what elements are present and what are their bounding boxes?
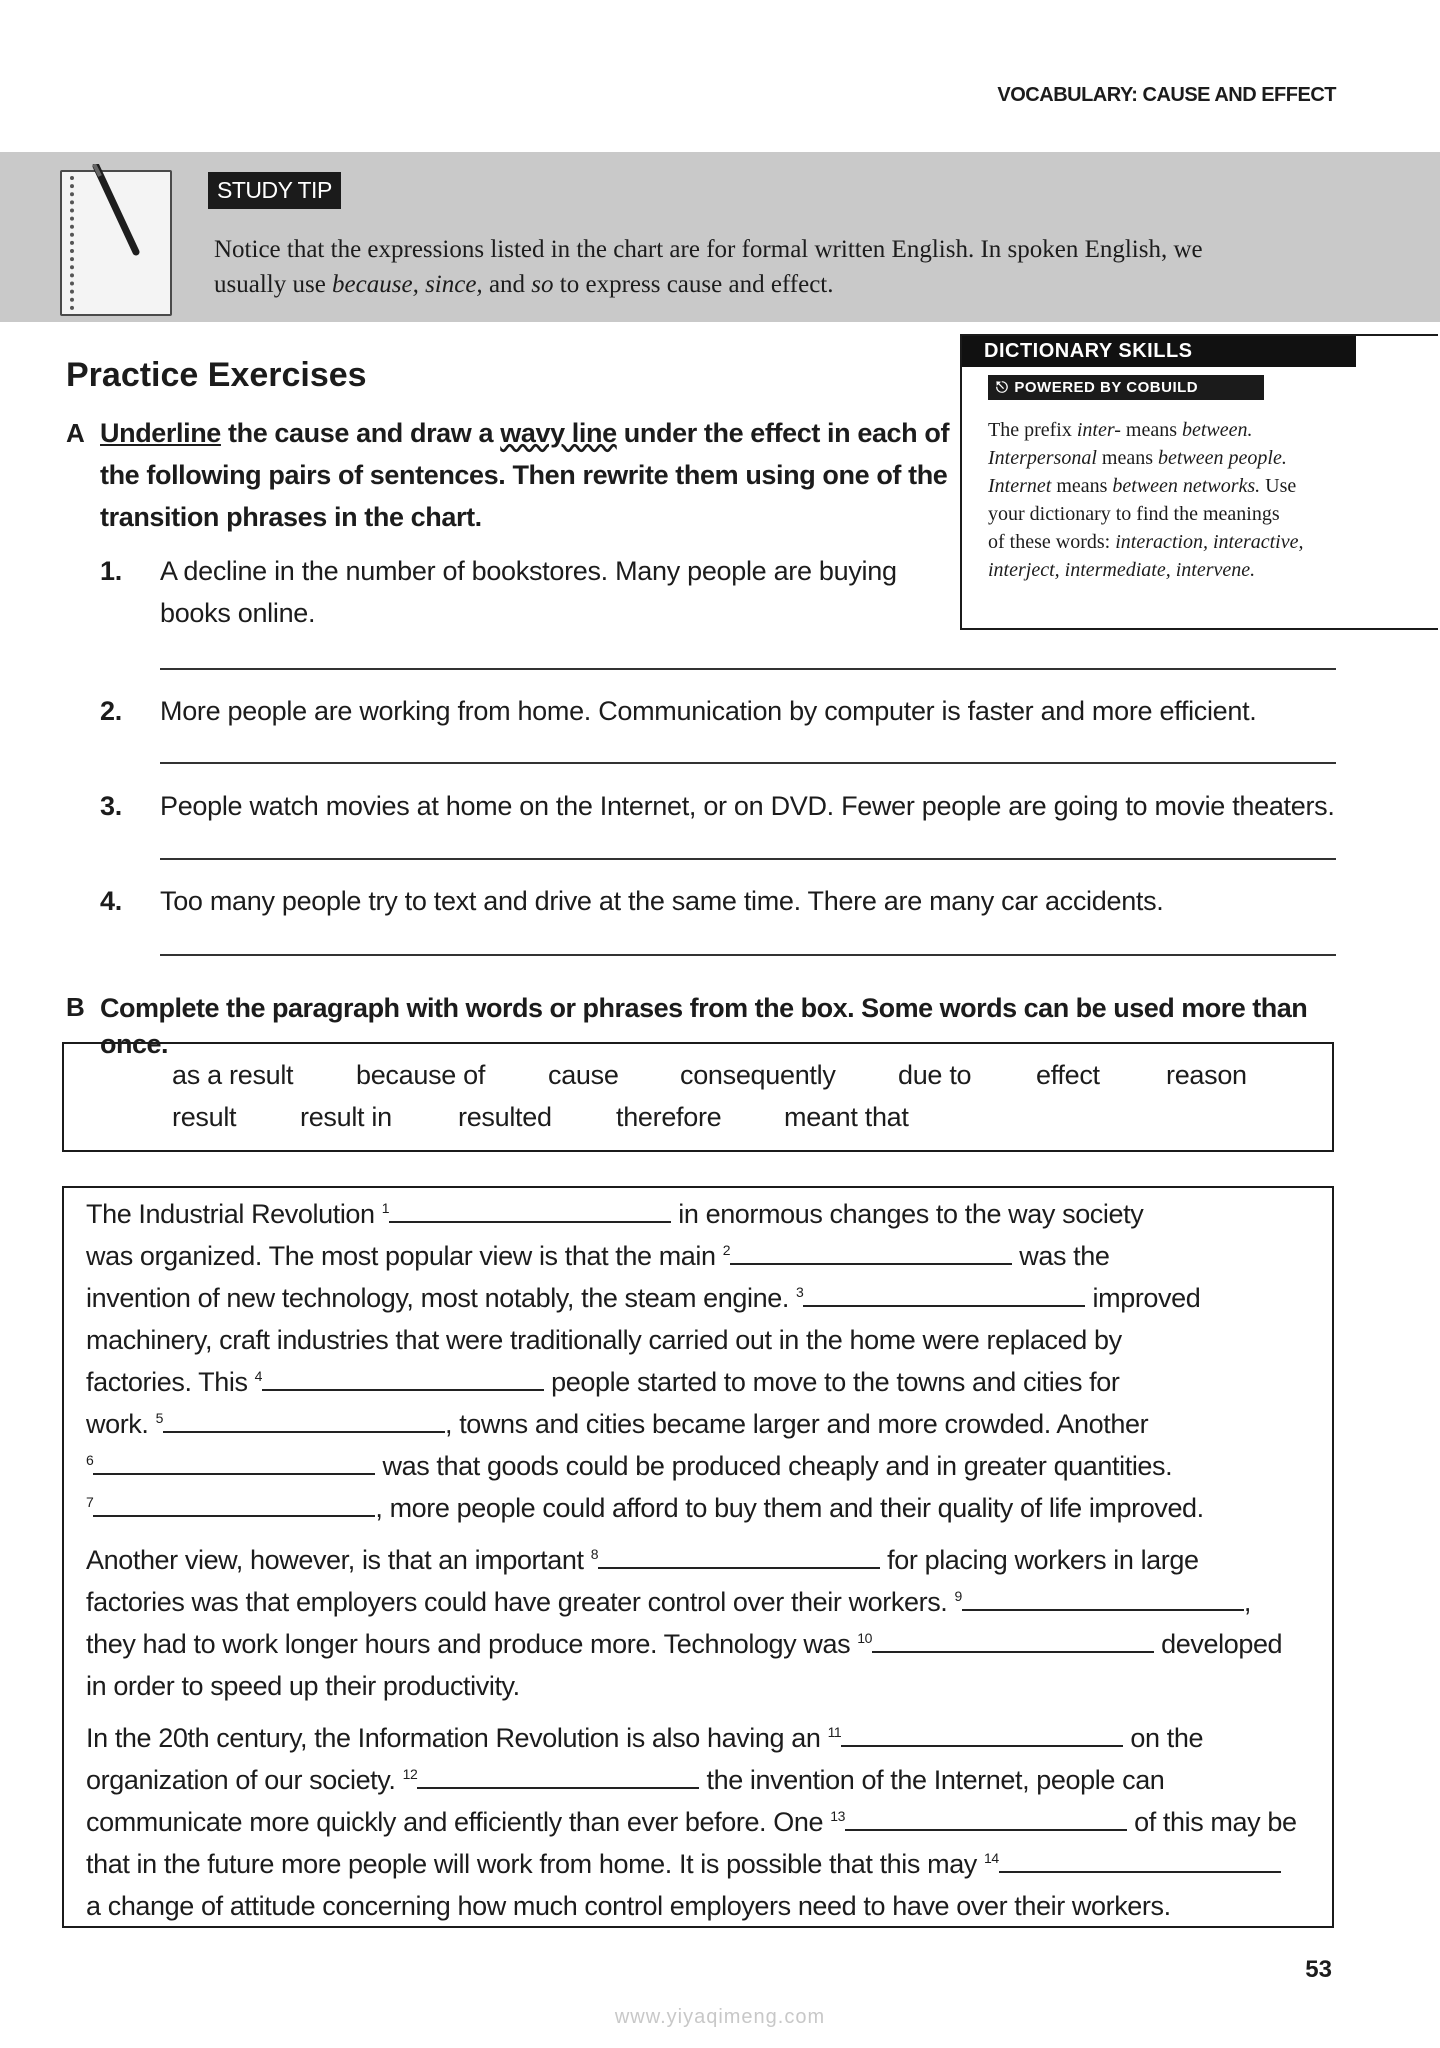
paragraph-line: $^6$ was that goods could be produced cheaply and in greater quantities. <box>86 1451 1173 1481</box>
word-option: meant that <box>784 1102 909 1132</box>
blank-1[interactable] <box>389 1197 671 1223</box>
dictionary-skills-box <box>960 334 1438 630</box>
word-option: due to <box>898 1060 972 1090</box>
word-option: effect <box>1036 1060 1100 1090</box>
blank-4[interactable] <box>262 1365 544 1391</box>
word-option: consequently <box>680 1060 836 1090</box>
word-option: as a result <box>172 1060 294 1090</box>
paragraph-line: in order to speed up their productivity. <box>86 1671 520 1701</box>
paragraph-line: that in the future more people will work from home. It is possible that this may $^{14}$ <box>86 1846 1281 1882</box>
blank-2[interactable] <box>730 1239 1012 1265</box>
study-tip-text: Notice that the expressions listed in the chart are for formal written English. In spoken English, we usually use because, since, and so to express cause and effect. <box>214 236 1203 298</box>
answer-line-4[interactable] <box>160 954 1336 956</box>
word-option: result in <box>300 1102 392 1132</box>
page-number: 53 <box>1305 1956 1332 1983</box>
dictionary-skills-heading: DICTIONARY SKILLS <box>962 336 1356 367</box>
paragraph-line: Another view, however, is that an important $^8$ for placing workers in large <box>86 1545 1199 1575</box>
paragraph-line: was organized. The most popular view is that the main $^2$ was the <box>86 1241 1110 1271</box>
paragraph-line: The Industrial Revolution $^1$ in enormous changes to the way society <box>86 1199 1144 1229</box>
paragraph-line: $^7$ , more people could afford to buy them and their quality of life improved. <box>86 1493 1204 1523</box>
section-b-instructions: Complete the paragraph with words or phrases from the box. Some words can be used more than once. <box>100 993 1308 1059</box>
watermark: www.yiyaqimeng.com <box>614 2006 826 2028</box>
paragraph-line: In the 20th century, the Information Revolution is also having an $^{11}$ on the <box>86 1723 1204 1753</box>
paragraph-line: invention of new technology, most notably, the steam engine. $^3$ improved <box>86 1283 1201 1313</box>
blank-14[interactable] <box>999 1847 1281 1873</box>
notepad-pencil-icon <box>60 170 172 316</box>
paragraph-line: work. $^5$ , towns and cities became larger and more crowded. Another <box>86 1409 1149 1439</box>
section-a-instructions: Underline the cause and draw a wavy line under the effect in each of the following pairs of sentences. Then rewrite them using one of the transition phrases in the chart. <box>100 418 950 532</box>
word-option: result <box>172 1102 237 1132</box>
word-option: therefore <box>616 1102 722 1132</box>
practice-title: Practice Exercises <box>66 356 367 394</box>
study-tip-label: STUDY TIP <box>208 172 341 209</box>
blank-10[interactable] <box>872 1627 1154 1653</box>
blank-12[interactable] <box>417 1763 699 1789</box>
blank-9[interactable] <box>962 1585 1244 1611</box>
blank-6[interactable] <box>93 1449 375 1475</box>
word-option: reason <box>1166 1060 1247 1090</box>
word-option: resulted <box>458 1102 552 1132</box>
chapter-header: VOCABULARY: CAUSE AND EFFECT <box>997 84 1336 106</box>
paragraph-line: organization of our society. $^{12}$ the invention of the Internet, people can <box>86 1765 1165 1795</box>
paragraph-line: factories was that employers could have greater control over their workers. $^9$ , <box>86 1587 1251 1617</box>
blank-7[interactable] <box>93 1491 375 1517</box>
word-box <box>62 1042 1334 1152</box>
dictionary-skills-text: The prefix inter- means between. Interpersonal means between people. Internet means between networks. Use your dictionary to find the meanings of these words: interaction, interactive, interject, intermediate, intervene. <box>988 419 1304 581</box>
paragraph-line: a change of attitude concerning how much control employers need to have over their workers. <box>86 1891 1171 1921</box>
cobuild-badge: ⎋ POWERED BY COBUILD <box>988 375 1264 400</box>
answer-line-3[interactable] <box>160 858 1336 860</box>
word-option: cause <box>548 1060 619 1090</box>
paragraph-line: they had to work longer hours and produce more. Technology was $^{10}$ developed <box>86 1629 1283 1659</box>
paragraph-line: communicate more quickly and efficiently than ever before. One $^{13}$ of this may be <box>86 1807 1297 1837</box>
paragraph-line: factories. This $^4$ people started to move to the towns and cities for <box>86 1367 1120 1397</box>
blank-3[interactable] <box>803 1281 1085 1307</box>
answer-line-2[interactable] <box>160 762 1336 764</box>
blank-8[interactable] <box>598 1543 880 1569</box>
blank-5[interactable] <box>163 1407 445 1433</box>
blank-11[interactable] <box>841 1721 1123 1747</box>
section-a-letter: A <box>66 418 85 448</box>
section-b-letter: B <box>66 992 85 1022</box>
paragraph-line: machinery, craft industries that were traditionally carried out in the home were replaced by <box>86 1325 1122 1355</box>
cobuild-logo-icon: ⎋ <box>996 379 1009 396</box>
answer-line-1[interactable] <box>160 668 1336 670</box>
word-option: because of <box>356 1060 486 1090</box>
blank-13[interactable] <box>845 1805 1127 1831</box>
